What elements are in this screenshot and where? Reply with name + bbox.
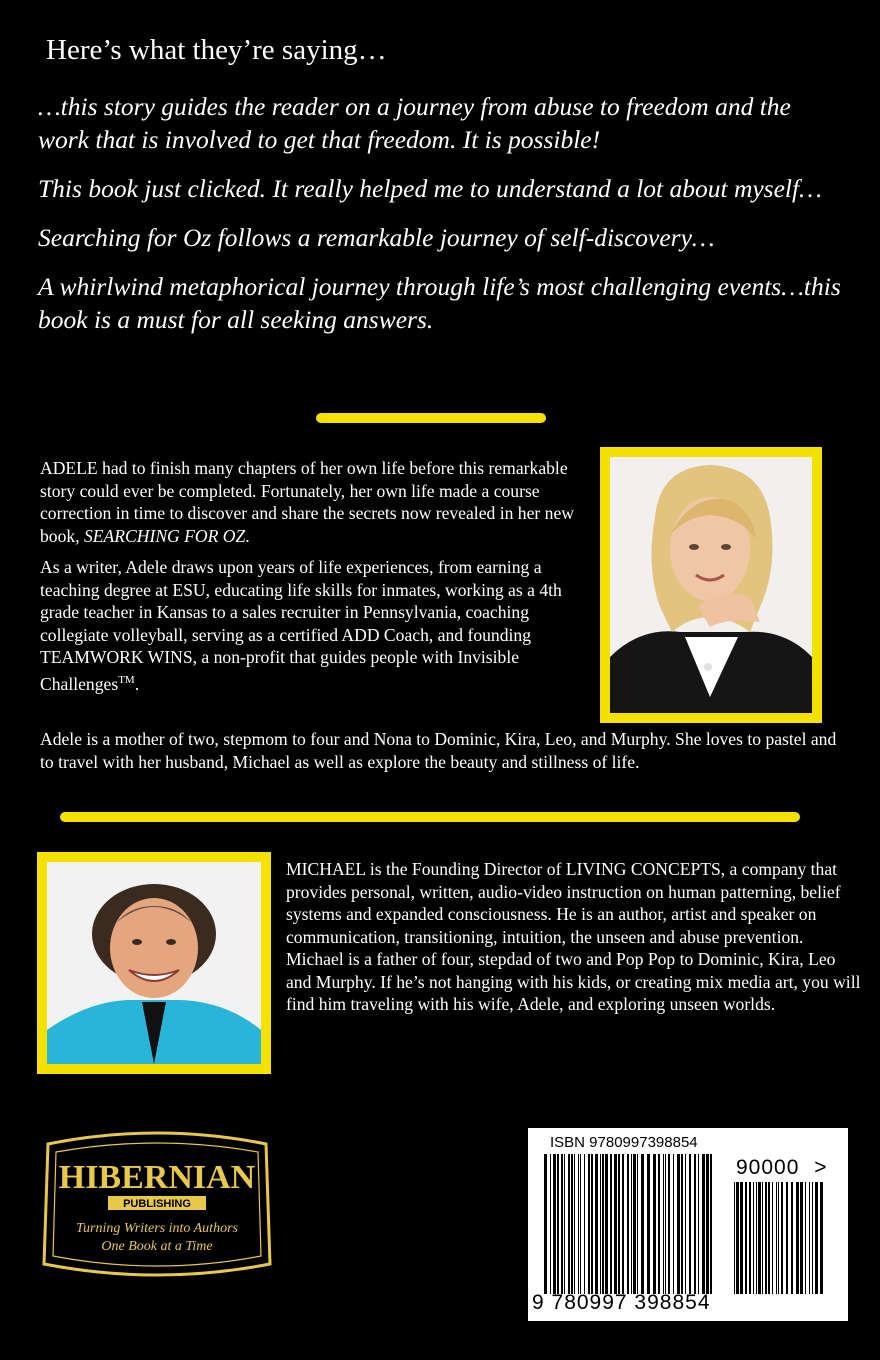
michael-photo-frame: [37, 852, 271, 1074]
adele-photo-frame: [600, 447, 822, 723]
adele-bio-paragraph-3: Adele is a mother of two, stepmom to four and Nona to Dominic, Kira, Leo, and Murphy. She loves to pastel and to travel with her husband, Michael as well as explore the beauty and stillness of life.: [40, 729, 837, 772]
isbn-label: ISBN 9780997398854: [550, 1134, 698, 1151]
praise-quote-4: A whirlwind metaphorical journey through life’s most challenging events…this book is a must for all seeking answers.: [38, 272, 841, 334]
barcode-bars-main: [544, 1154, 714, 1294]
isbn-barcode: [528, 1128, 848, 1321]
divider-bar-bottom: [60, 812, 800, 822]
barcode-bars-addon: [734, 1182, 826, 1294]
michael-bio-paragraph: MICHAEL is the Founding Director of LIVING CONCEPTS, a company that provides personal, written, audio-video instruction on human patterning, belief systems and expanded consciousness. He is an author, artist and speaker on communication, transitioning, intuition, the unseen and abuse prevention. Michael is a father of four, stepdad of two and Pop Pop to Dominic, Kira, Leo and Murphy. If he’s not hanging with his kids, or creating mix media art, you will find him traveling with his wife, Adele, and exploring unseen worlds.: [286, 859, 861, 1014]
publisher-tagline-2: One Book at a Time: [101, 1239, 213, 1254]
praise-quote-3: Searching for Oz follows a remarkable journey of self-discovery…: [38, 223, 715, 252]
adele-photo: [610, 457, 812, 713]
price-code: 90000 >: [736, 1156, 828, 1179]
praise-quotes: [38, 90, 848, 352]
adele-bio-paragraph-1: ADELE had to finish many chapters of her own life before this remarkable story could ever be completed. Fortunately, her own life made a course correction in time to discover and share the secrets now revealed in her new book, SEARCHING FOR OZ.: [40, 458, 574, 546]
publisher-subtitle: PUBLISHING: [123, 1198, 191, 1210]
adele-bio: [40, 457, 585, 704]
book-title: SEARCHING FOR OZ: [83, 525, 246, 546]
trademark-mark: TM: [118, 673, 135, 686]
michael-photo: [47, 862, 261, 1064]
publisher-name: HIBERNIAN: [58, 1159, 256, 1196]
hibernian-publishing-logo: [38, 1126, 276, 1284]
adele-portrait-illustration: [610, 457, 812, 713]
praise-quote-2: This book just clicked. It really helped me to understand a lot about myself…: [38, 174, 822, 203]
adele-bio-paragraph-2: As a writer, Adele draws upon years of life experiences, from earning a teaching degree at ESU, educating life skills for inmates, working as a 4th grade teacher in Kansas to a sales recruiter in Pennsylvania, coaching collegiate volleyball, serving as a certified ADD Coach, and founding TEAMWORK WINS, a non-profit that guides people with Invisible Challenges™.: [40, 557, 562, 694]
praise-quote-1: …this story guides the reader on a journey from abuse to freedom and the work that is involved to get that freedom. It is possible!: [38, 92, 791, 154]
isbn-digits: 9 780997 398854: [532, 1291, 711, 1314]
michael-portrait-illustration: [47, 862, 261, 1064]
michael-bio: [286, 858, 862, 1025]
logo-emblem: [38, 1126, 276, 1284]
praise-heading: Here’s what they’re saying…: [46, 34, 387, 66]
divider-bar-top: [316, 413, 546, 423]
publisher-tagline-1: Turning Writers into Authors: [76, 1221, 238, 1236]
